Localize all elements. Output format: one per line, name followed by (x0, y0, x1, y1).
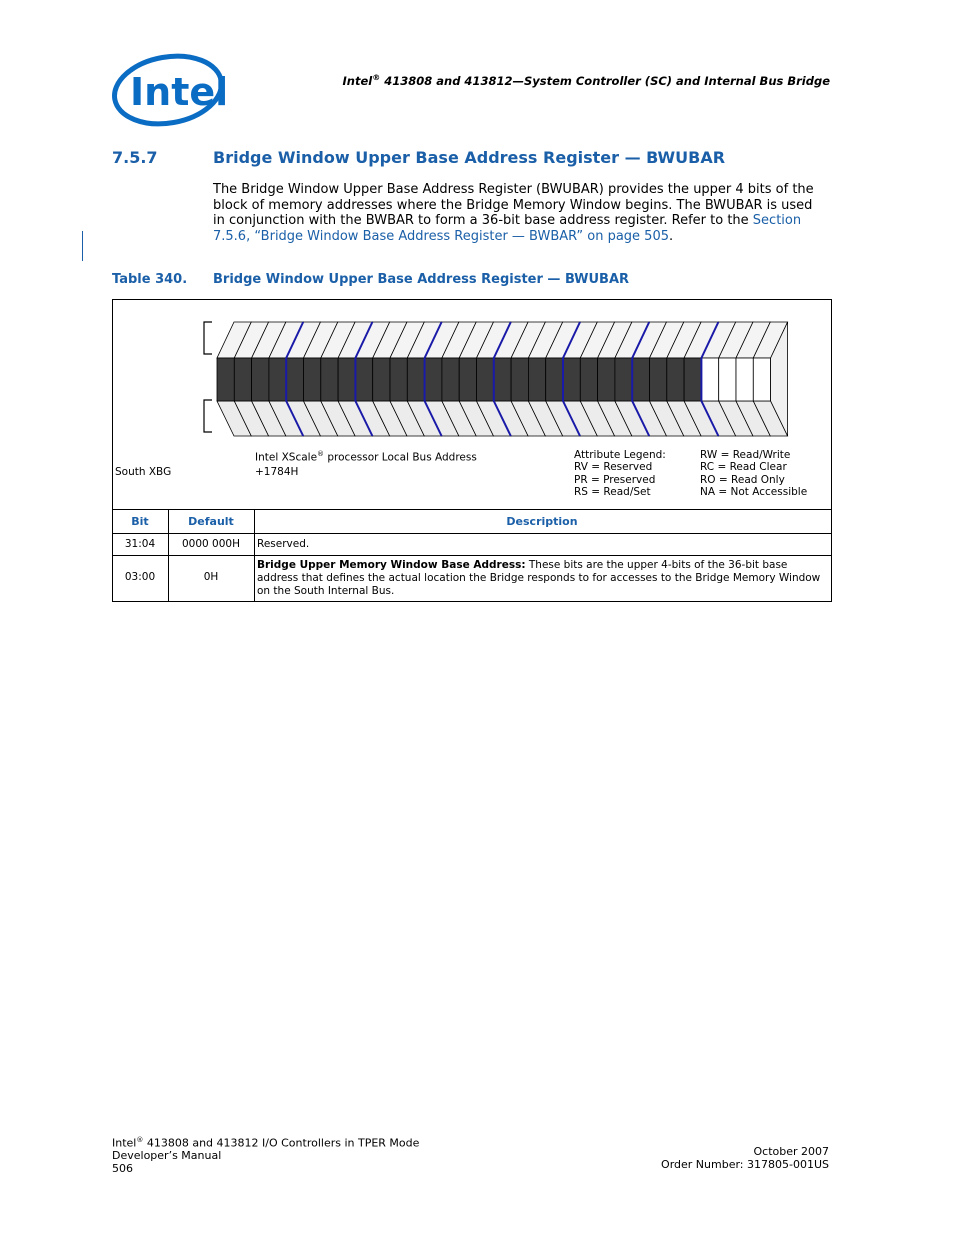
bit-cell-writable (753, 358, 770, 401)
bit-cell-reserved (598, 358, 615, 401)
legend-item: RV = Reserved (574, 461, 653, 474)
footer-left (112, 1134, 419, 1175)
footer-order-number: Order Number: 317805-001US (661, 1157, 829, 1171)
table-number: Table 340. (112, 272, 188, 287)
row2-default: 0H (203, 571, 219, 583)
legend-item: RC = Read Clear (700, 461, 787, 474)
section-link[interactable]: Section 7.5.6, “Bridge Window Base Address Register — BWBAR” on page 505 (213, 213, 802, 244)
bit-cell-reserved (511, 358, 528, 401)
table-rule (112, 555, 831, 556)
row1-bit: 31:04 (124, 538, 156, 550)
xscale-address-offset: +1784H (255, 466, 299, 478)
south-xbg-label: South XBG (115, 466, 172, 478)
bit-cell-reserved (546, 358, 563, 401)
bit-cell-reserved (355, 358, 372, 401)
legend-item: RS = Read/Set (574, 486, 651, 499)
bit-cell-reserved (667, 358, 684, 401)
legend-item: PR = Preserved (574, 473, 656, 486)
bit-cell-reserved (373, 358, 390, 401)
bit-cell-reserved (442, 358, 459, 401)
bit-cell-reserved (304, 358, 321, 401)
bit-cell-reserved (217, 358, 234, 401)
bracket-top (204, 322, 212, 354)
xscale-address-label: Intel XScale® processor Local Bus Address (255, 450, 477, 464)
register-bit-diagram (200, 318, 790, 440)
bit-cell-reserved (494, 358, 511, 401)
footer-manual: Developer’s Manual (112, 1149, 222, 1163)
row1-description: Reserved. (257, 538, 310, 550)
bit-cell-reserved (425, 358, 442, 401)
bit-cell-reserved (580, 358, 597, 401)
col-header-bit: Bit (131, 515, 149, 528)
bit-cell-reserved (234, 358, 251, 401)
change-bar (82, 231, 83, 261)
row2-description: Bridge Upper Memory Window Base Address: These bits are the upper 4-bits of the 36-bit base address that defines the actual location the Bridge responds to for accesses to the Bridge Memory Window on the South Internal Bus. (257, 559, 821, 597)
section-body: The Bridge Window Upper Base Address Register (BWUBAR) provides the upper 4 bits of the block of memory addresses where the Bridge Memory Window begins. The BWUBAR is used in conjunction with the BWBAR to form a 36-bit base address register. Refer to the Section 7.5.6, “Bridge Window Base Address Register — BWBAR” on page 505. (213, 182, 814, 244)
bracket-bottom (204, 400, 212, 432)
footer-doc-title: Intel® 413808 and 413812 I/O Controllers in TPER Mode (112, 1136, 420, 1150)
legend-title: Attribute Legend: (574, 449, 666, 461)
bit-cell-reserved (390, 358, 407, 401)
bit-cell-reserved (407, 358, 424, 401)
bit-cell-reserved (528, 358, 545, 401)
bit-cell-reserved (477, 358, 494, 401)
bit-cell-reserved (650, 358, 667, 401)
section-title: Bridge Window Upper Base Address Register — BWUBAR (213, 148, 726, 167)
bit-cell-writable (719, 358, 736, 401)
bit-cell-reserved (615, 358, 632, 401)
bit-cell-reserved (252, 358, 269, 401)
bit-cell-writable (736, 358, 753, 401)
bit-cell-reserved (286, 358, 303, 401)
legend-item: RO = Read Only (700, 473, 785, 486)
bit-cell-reserved (459, 358, 476, 401)
row1-default: 0000 000H (182, 538, 240, 550)
footer-right (600, 1146, 829, 1171)
bit-cell-reserved (684, 358, 701, 401)
col-header-description: Description (506, 515, 578, 528)
bit-cell-reserved (321, 358, 338, 401)
bit-cell-reserved (338, 358, 355, 401)
running-header: Intel® 413808 and 413812—System Controller (SC) and Internal Bus Bridge (342, 73, 830, 88)
legend-item: NA = Not Accessible (700, 486, 808, 499)
attribute-legend-col2 (700, 449, 807, 499)
table-title: Bridge Window Upper Base Address Register — BWUBAR (213, 272, 630, 287)
page-number: 506 (112, 1161, 133, 1175)
legend-item: RW = Read/Write (700, 449, 791, 461)
bit-cell-reserved (269, 358, 286, 401)
row2-bit: 03:00 (124, 571, 156, 583)
intel-logo (110, 50, 228, 128)
intel-logo-text: Intel (130, 70, 228, 114)
attribute-legend-col1 (574, 449, 666, 499)
table-rule (112, 509, 831, 510)
col-header-default: Default (188, 515, 234, 528)
section-number: 7.5.7 (112, 148, 158, 167)
table-rule (112, 533, 831, 534)
bit-cell-reserved (563, 358, 580, 401)
footer-date: October 2007 (753, 1145, 829, 1158)
bit-cell-reserved (632, 358, 649, 401)
bit-cell-writable (701, 358, 718, 401)
